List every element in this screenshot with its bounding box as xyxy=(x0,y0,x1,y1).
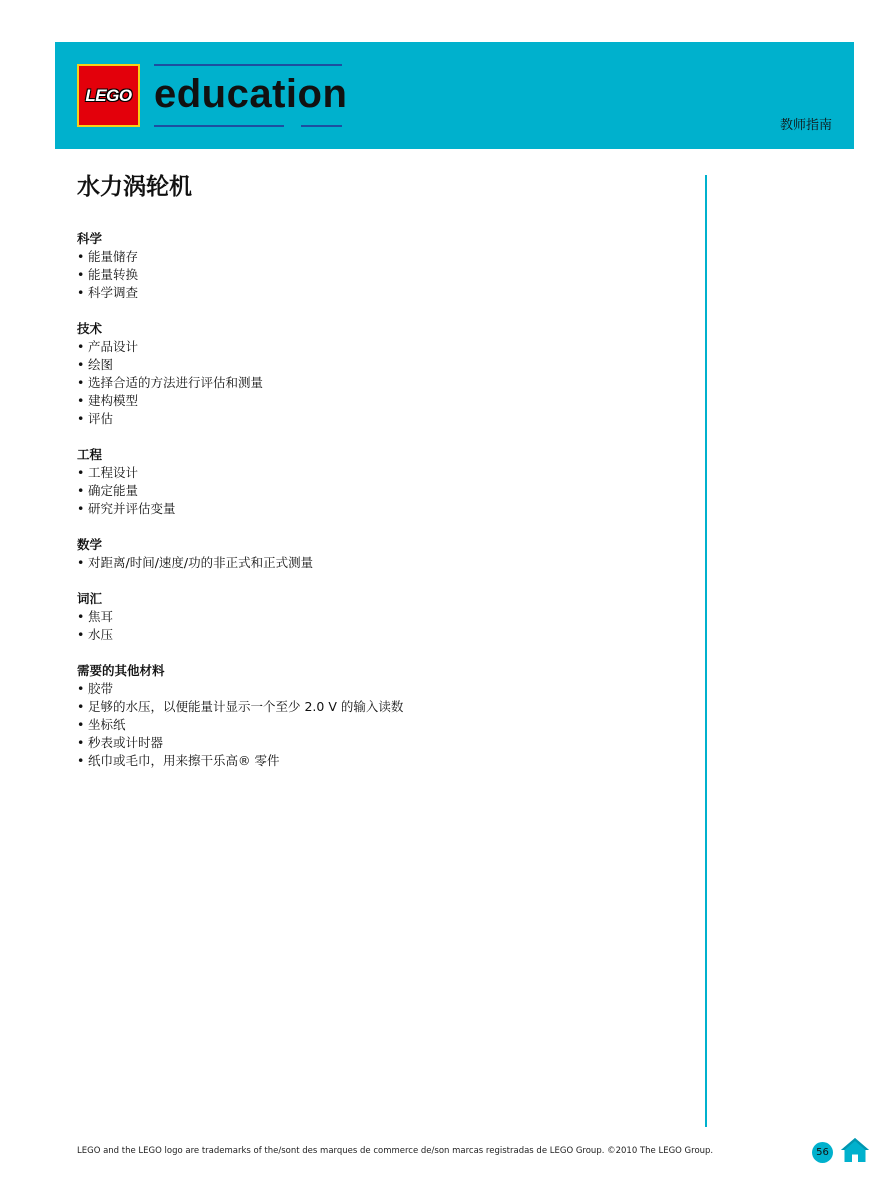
bullet-icon: • xyxy=(77,393,85,408)
section xyxy=(77,320,677,428)
list-item xyxy=(77,374,677,392)
divider-line xyxy=(705,175,707,1127)
list-item-text: 研究并评估变量 xyxy=(88,501,176,516)
section-title: 需要的其他材料 xyxy=(77,663,165,678)
bullet-icon: • xyxy=(77,717,85,732)
list-item-text: 足够的水压，以便能量计显示一个至少 2.0 V 的输入读数 xyxy=(88,699,404,714)
section-title: 技术 xyxy=(77,321,103,336)
list-item xyxy=(77,464,677,482)
list-item-text: 工程设计 xyxy=(88,465,139,480)
list-item-text: 对距离/时间/速度/功的非正式和正式测量 xyxy=(88,555,314,570)
section xyxy=(77,230,677,302)
list-item xyxy=(77,698,677,716)
list-item-text: 焦耳 xyxy=(88,609,114,624)
bullet-icon: • xyxy=(77,249,85,264)
list-item xyxy=(77,356,677,374)
page-header xyxy=(55,42,854,149)
page-title: 水力涡轮机 xyxy=(77,174,192,200)
list-item-text: 秒表或计时器 xyxy=(88,735,164,750)
section xyxy=(77,662,677,770)
list-item-text: 纸巾或毛巾，用来擦干乐高® 零件 xyxy=(88,753,280,768)
list-item xyxy=(77,716,677,734)
bullet-icon: • xyxy=(77,411,85,426)
brand-line-top xyxy=(154,64,342,66)
bullet-icon: • xyxy=(77,735,85,750)
brand-line-bottom-right xyxy=(301,125,342,127)
list-item xyxy=(77,554,677,572)
bullet-icon: • xyxy=(77,267,85,282)
section xyxy=(77,536,677,572)
bullet-icon: • xyxy=(77,501,85,516)
trademark-notice: LEGO and the LEGO logo are trademarks of the/sont des marques de commerce de/son marcas registradas de LEGO Group. ©2010 The LEGO Group. xyxy=(77,1146,714,1156)
bullet-icon: • xyxy=(77,465,85,480)
list-item-text: 确定能量 xyxy=(88,483,139,498)
section-title: 数学 xyxy=(77,537,103,552)
list-item xyxy=(77,410,677,428)
list-item xyxy=(77,266,677,284)
lego-logo xyxy=(77,64,140,127)
list-item xyxy=(77,338,677,356)
section-title: 工程 xyxy=(77,447,103,462)
list-item-text: 水压 xyxy=(88,627,114,642)
page-number: 56 xyxy=(812,1142,833,1163)
list-item xyxy=(77,284,677,302)
bullet-icon: • xyxy=(77,753,85,768)
list-item xyxy=(77,392,677,410)
list-item-text: 评估 xyxy=(88,411,114,426)
bullet-icon: • xyxy=(77,555,85,570)
bullet-icon: • xyxy=(77,627,85,642)
list-item xyxy=(77,482,677,500)
section-title: 科学 xyxy=(77,231,103,246)
bullet-icon: • xyxy=(77,483,85,498)
list-item-text: 绘图 xyxy=(88,357,114,372)
list-item-text: 能量储存 xyxy=(88,249,139,264)
list-item xyxy=(77,680,677,698)
brand-line-bottom xyxy=(154,125,284,127)
section xyxy=(77,446,677,518)
list-item-text: 选择合适的方法进行评估和测量 xyxy=(88,375,264,390)
list-item xyxy=(77,752,677,770)
list-item xyxy=(77,734,677,752)
bullet-icon: • xyxy=(77,285,85,300)
list-item-text: 坐标纸 xyxy=(88,717,126,732)
list-item xyxy=(77,500,677,518)
list-item-text: 产品设计 xyxy=(88,339,139,354)
bullet-icon: • xyxy=(77,681,85,696)
list-item xyxy=(77,608,677,626)
list-item xyxy=(77,248,677,266)
bullet-icon: • xyxy=(77,699,85,714)
section xyxy=(77,590,677,644)
brand-word: education xyxy=(154,72,348,116)
section-title: 词汇 xyxy=(77,591,103,606)
home-icon[interactable] xyxy=(840,1136,870,1164)
list-item-text: 科学调查 xyxy=(88,285,139,300)
content-body xyxy=(77,230,677,788)
list-item xyxy=(77,626,677,644)
bullet-icon: • xyxy=(77,357,85,372)
teacher-guide-label: 教师指南 xyxy=(779,118,832,133)
bullet-icon: • xyxy=(77,609,85,624)
bullet-icon: • xyxy=(77,375,85,390)
list-item-text: 胶带 xyxy=(88,681,114,696)
bullet-icon: • xyxy=(77,339,85,354)
list-item-text: 建构模型 xyxy=(88,393,139,408)
lego-logo-text: LEGO xyxy=(85,85,132,105)
list-item-text: 能量转换 xyxy=(88,267,139,282)
